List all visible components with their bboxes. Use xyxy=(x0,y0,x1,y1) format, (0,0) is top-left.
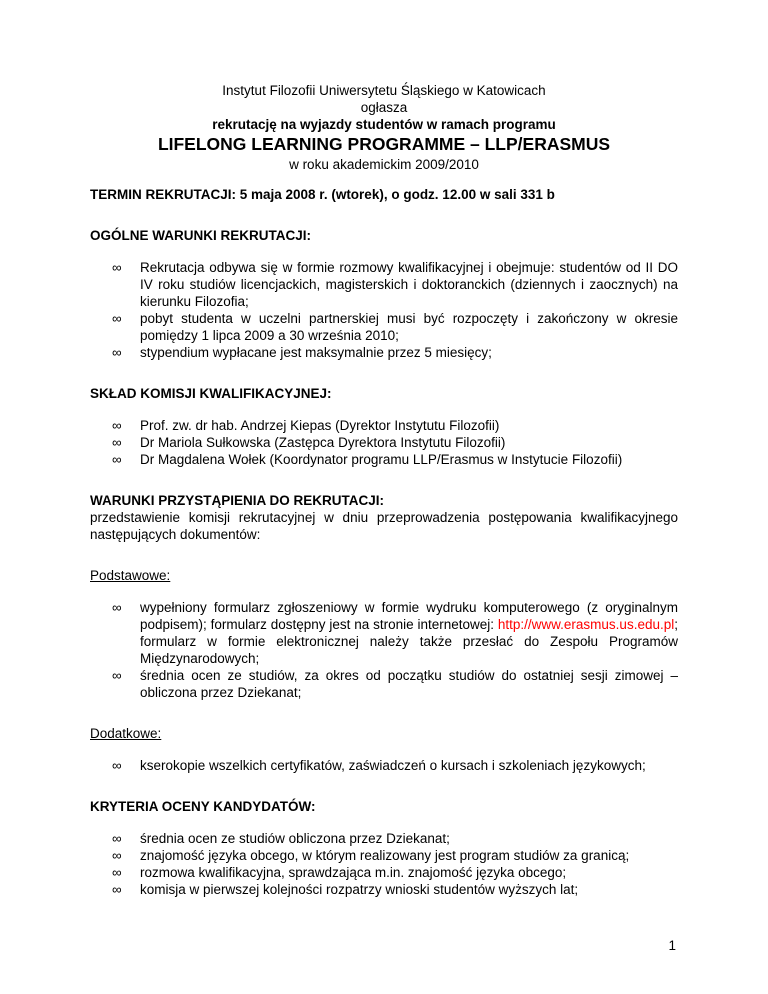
infinity-bullet-icon: ∞ xyxy=(112,882,122,897)
committee-list xyxy=(90,417,678,468)
list-item-text: kserokopie wszelkich certyfikatów, zaświadczeń o kursach i szkoleniach językowych; xyxy=(140,758,646,773)
additional-documents-list xyxy=(90,757,678,774)
list-item-text: rozmowa kwalifikacyjna, sprawdzająca m.in. znajomość języka obcego; xyxy=(140,865,567,880)
infinity-bullet-icon: ∞ xyxy=(112,668,122,683)
infinity-bullet-icon: ∞ xyxy=(112,865,122,880)
list-item xyxy=(90,757,678,774)
list-item-text xyxy=(140,599,678,667)
criteria-list xyxy=(90,830,678,898)
conditions-heading: WARUNKI PRZYSTĄPIENIA DO REKRUTACJI: xyxy=(90,493,385,508)
list-item-text-post: ; formularz w formie elektronicznej należy także przesłać do Zespołu Programów Międzynarodowych; xyxy=(140,617,678,666)
list-item xyxy=(90,259,678,310)
institute-line: Instytut Filozofii Uniwersytetu Śląskiego w Katowicach xyxy=(222,83,546,98)
list-item xyxy=(90,417,678,434)
list-item-text-pre: wypełniony formularz zgłoszeniowy w formie wydruku komputerowego (z oryginalnym podpisem); formularz dostępny jest na stronie internetowej: xyxy=(140,600,678,632)
list-item-text: Rekrutacja odbywa się w formie rozmowy kwalifikacyjnej i obejmuje: studentów od II DO IV roku studiów licencjackich, magisterskich i doktoranckich (dziennych i zaocznych) na kierunku Filozofia; xyxy=(140,260,678,309)
list-item xyxy=(90,847,678,864)
criteria-heading: KRYTERIA OCENY KANDYDATÓW: xyxy=(90,799,316,814)
basic-subheading: Podstawowe: xyxy=(90,568,171,583)
list-item-text: stypendium wypłacane jest maksymalnie przez 5 miesięcy; xyxy=(140,345,492,360)
list-item xyxy=(90,830,678,847)
list-item-text: Dr Mariola Sułkowska (Zastępca Dyrektora Instytutu Filozofii) xyxy=(140,435,506,450)
announces-line: ogłasza xyxy=(360,100,408,115)
list-item xyxy=(90,667,678,701)
infinity-bullet-icon: ∞ xyxy=(112,831,122,846)
document-header xyxy=(90,82,678,173)
list-item-text: znajomość języka obcego, w którym realizowany jest program studiów za granicą; xyxy=(140,848,630,863)
list-item-text: Dr Magdalena Wołek (Koordynator programu LLP/Erasmus w Instytucie Filozofii) xyxy=(140,452,623,467)
committee-heading: SKŁAD KOMISJI KWALIFIKACYJNEJ: xyxy=(90,386,332,401)
list-item xyxy=(90,864,678,881)
general-conditions-list xyxy=(90,259,678,361)
infinity-bullet-icon: ∞ xyxy=(112,311,122,326)
list-item xyxy=(90,599,678,667)
infinity-bullet-icon: ∞ xyxy=(112,418,122,433)
conditions-intro: przedstawienie komisji rekrutacyjnej w dniu przeprowadzenia postępowania kwalifikacyjnego następujących dokumentów: xyxy=(90,510,678,542)
infinity-bullet-icon: ∞ xyxy=(112,452,122,467)
list-item-text: średnia ocen ze studiów obliczona przez Dziekanat; xyxy=(140,831,450,846)
list-item-text: komisja w pierwszej kolejności rozpatrzy wnioski studentów wyższych lat; xyxy=(140,882,579,897)
basic-documents-list xyxy=(90,599,678,701)
infinity-bullet-icon: ∞ xyxy=(112,260,122,275)
infinity-bullet-icon: ∞ xyxy=(112,848,122,863)
list-item-text: Prof. zw. dr hab. Andrzej Kiepas (Dyrektor Instytutu Filozofii) xyxy=(140,418,500,433)
list-item-text: średnia ocen ze studiów, za okres od początku studiów do ostatniej sesji zimowej – obliczona przez Dziekanat; xyxy=(140,668,678,700)
program-title: LIFELONG LEARNING PROGRAMME – LLP/ERASMUS xyxy=(157,134,611,154)
erasmus-url-link[interactable]: http://www.erasmus.us.edu.pl xyxy=(497,617,675,632)
infinity-bullet-icon: ∞ xyxy=(112,600,122,615)
additional-subheading: Dodatkowe: xyxy=(90,726,162,741)
list-item-text: pobyt studenta w uczelni partnerskiej musi być rozpoczęty i zakończony w okresie pomiędzy 1 lipca 2009 a 30 września 2010; xyxy=(140,311,678,343)
list-item xyxy=(90,344,678,361)
infinity-bullet-icon: ∞ xyxy=(112,345,122,360)
list-item xyxy=(90,434,678,451)
infinity-bullet-icon: ∞ xyxy=(112,435,122,450)
list-item xyxy=(90,451,678,468)
infinity-bullet-icon: ∞ xyxy=(112,758,122,773)
academic-year-line: w roku akademickim 2009/2010 xyxy=(289,157,479,172)
list-item xyxy=(90,881,678,898)
recruitment-line: rekrutację na wyjazdy studentów w ramach programu xyxy=(212,117,556,132)
termin-line: TERMIN REKRUTACJI: 5 maja 2008 r. (wtorek), o godz. 12.00 w sali 331 b xyxy=(90,187,555,202)
page-number: 1 xyxy=(668,938,676,953)
general-conditions-heading: OGÓLNE WARUNKI REKRUTACJI: xyxy=(90,228,311,243)
list-item xyxy=(90,310,678,344)
